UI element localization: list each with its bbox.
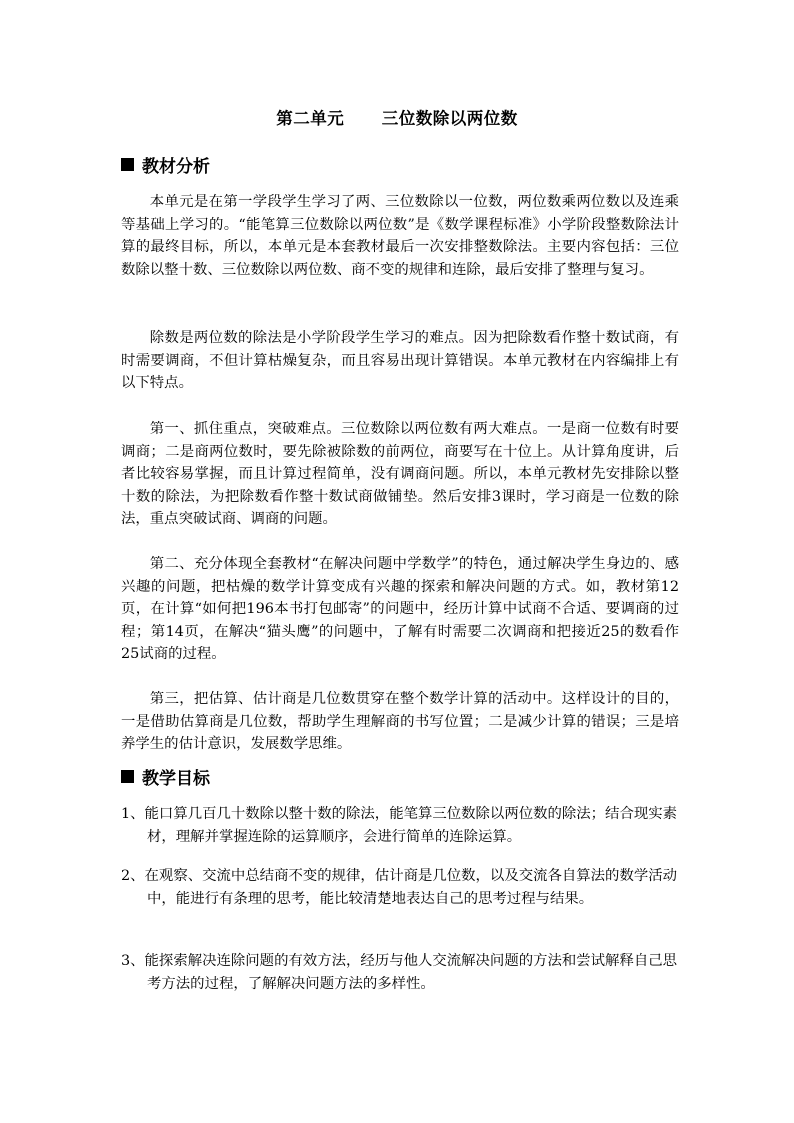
- page-title: 第二单元 三位数除以两位数: [276, 109, 518, 128]
- section-heading-label: 教学目标: [142, 769, 210, 789]
- list-item: 2、在观察、交流中总结商不变的规律，估计商是几位数，以及交流各自算法的数学活动中，能进行有条理的思考，能比较清楚地表达自己的思考过程与结果。: [121, 868, 678, 907]
- list-item: 3、能探索解决连除问题的有效方法，经历与他人交流解决问题的方法和尝试解释自己思考方法的过程，了解解决问题方法的多样性。: [121, 953, 678, 992]
- paragraph: 本单元是在第一学段学生学习了两、三位数除以一位数，两位数乘两位数以及连乘等基础上学习的。“能笔算三位数除以两位数”是《数学课程标准》小学阶段整数除法计算的最终目标，所以，本单元是本套教材最后一次安排整数除法。主要内容包括：三位数除以整十数、三位数除以两位数、商不变的规律和连除，最后安排了整理与复习。: [121, 194, 679, 278]
- square-bullet-icon: [121, 158, 134, 171]
- paragraph: 第一、抓住重点，突破难点。三位数除以两位数有两大难点。一是商一位数有时要调商；二是商两位数时，要先除被除数的前两位，商要写在十位上。从计算角度讲，后者比较容易掌握，而且计算过程简单，没有调商问题。所以，本单元教材先安排除以整十数的除法，为把除数看作整十数试商做铺垫。然后安排3课时，学习商是一位数的除法，重点突破试商、调商的问题。: [121, 421, 679, 527]
- section-heading-analysis: [121, 152, 210, 177]
- section-heading-label: 教材分析: [142, 157, 210, 177]
- paragraph: 除数是两位数的除法是小学阶段学生学习的难点。因为把除数看作整十数试商，有时需要调商，不但计算枯燥复杂，而且容易出现计算错误。本单元教材在内容编排上有以下特点。: [121, 330, 679, 391]
- paragraph: 第二、充分体现全套教材“在解决问题中学数学”的特色，通过解决学生身边的、感兴趣的问题，把枯燥的数学计算变成有兴趣的探索和解决问题的方式。如，教材第12页，在计算“如何把196本书打包邮寄”的问题中，经历计算中试商不合适、要调商的过程；第14页，在解决“猫头鹰”的问题中，了解有时需要二次调商和把接近25的数看作25试商的过程。: [121, 556, 679, 662]
- list-item: 1、能口算几百几十数除以整十数的除法，能笔算三位数除以两位数的除法；结合现实素材，理解并掌握连除的运算顺序，会进行简单的连除运算。: [121, 806, 678, 845]
- square-bullet-icon: [121, 770, 134, 783]
- paragraph: 第三，把估算、估计商是几位数贯穿在整个数学计算的活动中。这样设计的目的，一是借助估算商是几位数，帮助学生理解商的书写位置；二是减少计算的错误；三是培养学生的估计意识，发展数学思维。: [121, 691, 679, 752]
- section-heading-goals: [121, 764, 210, 789]
